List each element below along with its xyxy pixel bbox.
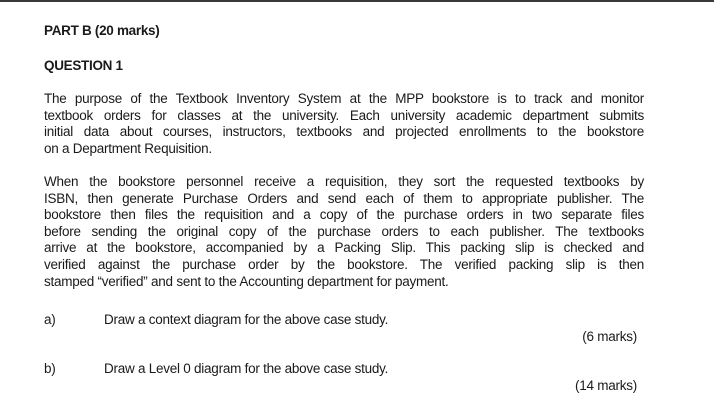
text-line: textbook orders for classes at the university. Each university academic department submits bbox=[44, 107, 644, 123]
text-line: initial data about courses, instructors, textbooks and projected enrollments to the bookstore bbox=[44, 124, 644, 140]
paragraph-2 bbox=[44, 174, 644, 290]
question-text: Draw a context diagram for the above case study. bbox=[104, 312, 389, 327]
text-line: verified against the purchase order by the bookstore. The verified packing slip is then bbox=[44, 256, 644, 272]
question-title: QUESTION 1 bbox=[44, 58, 123, 73]
text-line: arrive at the bookstore, accompanied by a Packing Slip. This packing slip is checked and bbox=[44, 240, 644, 256]
text-line: bookstore then files the requisition and a copy of the purchase orders in two separate files bbox=[44, 207, 644, 223]
question-b-marks: (14 marks) bbox=[574, 378, 637, 393]
question-a bbox=[44, 312, 388, 327]
text-line: stamped “verified” and sent to the Accounting department for payment. bbox=[44, 273, 449, 289]
top-border bbox=[0, 0, 714, 2]
text-line: When the bookstore personnel receive a requisition, they sort the requested textbooks by bbox=[44, 174, 644, 189]
text-line: The purpose of the Textbook Inventory System at the MPP bookstore is to track and monitor bbox=[44, 91, 644, 106]
part-title: PART B (20 marks) bbox=[44, 23, 160, 38]
question-label: b) bbox=[44, 361, 56, 376]
paragraph-1 bbox=[44, 91, 644, 157]
question-b bbox=[44, 361, 388, 376]
question-text: Draw a Level 0 diagram for the above case study. bbox=[104, 361, 389, 376]
text-line: before sending the original copy of the purchase orders to each publisher. The textbooks bbox=[44, 223, 644, 239]
question-label: a) bbox=[44, 312, 56, 327]
question-a-marks: (6 marks) bbox=[582, 329, 637, 344]
text-line: ISBN, then generate Purchase Orders and send each of them to appropriate publisher. The bbox=[44, 190, 644, 206]
text-line: on a Department Requisition. bbox=[44, 140, 212, 156]
